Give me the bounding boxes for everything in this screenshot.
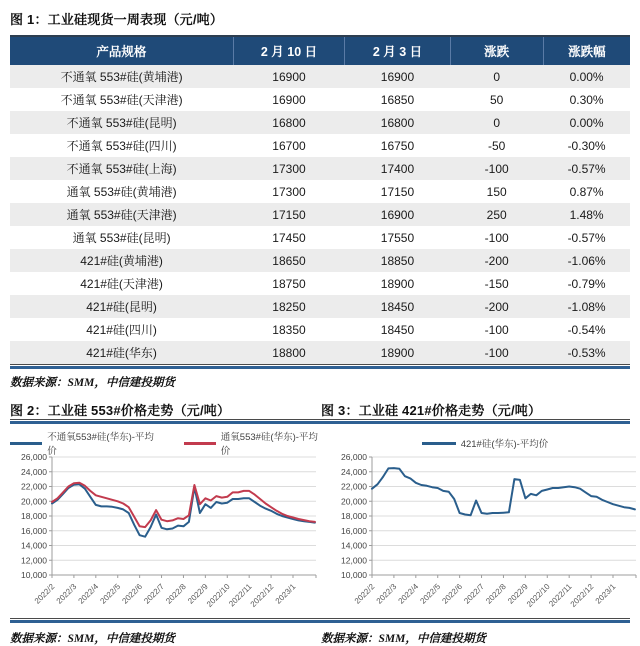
svg-text:2022/2: 2022/2 bbox=[32, 582, 57, 606]
svg-text:22,000: 22,000 bbox=[21, 481, 47, 492]
table-cell: 421#硅(四川) bbox=[86, 323, 157, 337]
table-cell: 18750 bbox=[272, 276, 306, 291]
table-cell: 421#硅(黄埔港) bbox=[80, 254, 163, 268]
col-product-spec: 产品规格 bbox=[10, 37, 233, 65]
legend-label: 不通氧553#硅(华东)-平均价 bbox=[47, 432, 154, 457]
svg-text:12,000: 12,000 bbox=[21, 555, 47, 566]
table-cell: 1.48% bbox=[569, 207, 604, 222]
table-cell: 0.87% bbox=[569, 184, 604, 199]
svg-text:20,000: 20,000 bbox=[341, 496, 367, 507]
svg-text:24,000: 24,000 bbox=[21, 466, 47, 477]
header-row bbox=[10, 37, 630, 65]
legend-line-swatch-blue bbox=[422, 442, 456, 445]
figure1-source: 数据来源：SMM，中信建投期货 bbox=[10, 377, 175, 389]
figure2-source: 数据来源：SMM，中信建投期货 bbox=[10, 633, 175, 645]
legend-label: 421#硅(华东)-平均价 bbox=[460, 439, 549, 450]
chart-553-panel bbox=[10, 427, 322, 618]
svg-text:2023/1: 2023/1 bbox=[593, 582, 618, 606]
price-trend-chart-421 bbox=[330, 452, 640, 618]
svg-text:2022/6: 2022/6 bbox=[120, 582, 145, 606]
table-cell: 250 bbox=[486, 207, 507, 222]
table-cell: 421#硅(昆明) bbox=[86, 300, 157, 314]
table-row bbox=[10, 341, 630, 364]
svg-text:22,000: 22,000 bbox=[341, 481, 367, 492]
svg-text:2022/3: 2022/3 bbox=[374, 582, 399, 606]
svg-text:2022/5: 2022/5 bbox=[98, 582, 123, 606]
svg-text:2022/2: 2022/2 bbox=[352, 582, 377, 606]
svg-text:14,000: 14,000 bbox=[21, 540, 47, 551]
legend-line-swatch-red bbox=[184, 442, 216, 445]
legend-line-swatch-blue bbox=[10, 442, 42, 445]
svg-text:2022/11: 2022/11 bbox=[227, 582, 254, 609]
table-cell: 16900 bbox=[380, 207, 415, 222]
table-cell: 16900 bbox=[272, 69, 306, 84]
table-cell: -1.06% bbox=[567, 253, 606, 268]
figure2-title: 图 2：工业硅 553#价格走势（元/吨） bbox=[10, 403, 231, 418]
table-cell: 不通氧 553#硅(上海) bbox=[66, 162, 177, 176]
svg-text:2022/8: 2022/8 bbox=[484, 582, 508, 606]
price-table bbox=[10, 37, 630, 364]
table-cell: 18350 bbox=[272, 322, 306, 337]
svg-text:2022/10: 2022/10 bbox=[524, 582, 552, 609]
table-cell: 17550 bbox=[380, 230, 415, 245]
col-date-feb10: 2 月 10 日 bbox=[233, 37, 345, 65]
svg-text:2022/7: 2022/7 bbox=[142, 582, 166, 606]
table-cell: -100 bbox=[484, 322, 509, 337]
table-cell: 17450 bbox=[272, 230, 306, 245]
price-table-header bbox=[10, 37, 630, 65]
figure3-source: 数据来源：SMM，中信建投期货 bbox=[321, 633, 486, 645]
svg-text:2022/4: 2022/4 bbox=[76, 582, 101, 606]
chart-titles-row bbox=[10, 400, 630, 419]
svg-text:20,000: 20,000 bbox=[21, 496, 47, 507]
svg-text:18,000: 18,000 bbox=[21, 511, 47, 521]
table-cell: -200 bbox=[484, 253, 509, 268]
price-table-wrap bbox=[10, 35, 630, 364]
table-cell: 50 bbox=[489, 92, 504, 107]
svg-text:2022/11: 2022/11 bbox=[547, 582, 574, 609]
table-cell: 不通氧 553#硅(昆明) bbox=[66, 116, 177, 130]
table-cell: 16900 bbox=[272, 92, 306, 107]
svg-text:10,000: 10,000 bbox=[21, 570, 47, 580]
table-row bbox=[10, 65, 630, 88]
table-cell: -200 bbox=[484, 299, 509, 314]
legend-item-421 bbox=[422, 436, 549, 450]
svg-text:26,000: 26,000 bbox=[341, 452, 367, 462]
svg-text:2022/9: 2022/9 bbox=[506, 582, 530, 606]
svg-text:16,000: 16,000 bbox=[21, 525, 47, 536]
chart-sources-row bbox=[10, 627, 630, 646]
svg-text:26,000: 26,000 bbox=[21, 452, 47, 462]
table-cell: 不通氧 553#硅(四川) bbox=[66, 139, 177, 153]
table-cell: 18450 bbox=[380, 299, 415, 314]
table-cell: 421#硅(天津港) bbox=[80, 277, 163, 291]
table-cell: -50 bbox=[488, 138, 506, 153]
price-table-body bbox=[10, 65, 630, 364]
table-row bbox=[10, 295, 630, 318]
table-cell: -100 bbox=[484, 161, 509, 176]
table-row bbox=[10, 88, 630, 111]
charts-row bbox=[10, 427, 630, 618]
table-row bbox=[10, 272, 630, 295]
svg-text:2023/1: 2023/1 bbox=[273, 582, 298, 606]
table-cell: -0.57% bbox=[567, 230, 606, 245]
table-cell: 17150 bbox=[272, 207, 306, 222]
table-cell: 16900 bbox=[380, 69, 415, 84]
col-change-pct: 涨跌幅 bbox=[543, 37, 630, 65]
table-row bbox=[10, 180, 630, 203]
table-cell: 17150 bbox=[380, 184, 415, 199]
table-cell: 18850 bbox=[380, 253, 415, 268]
table-cell: 18900 bbox=[380, 345, 415, 360]
table-cell: 0.00% bbox=[569, 115, 604, 130]
table-cell: -0.53% bbox=[567, 345, 606, 360]
svg-text:10,000: 10,000 bbox=[341, 570, 367, 580]
table-cell: 16800 bbox=[272, 115, 306, 130]
svg-text:2022/8: 2022/8 bbox=[164, 582, 188, 606]
svg-text:2022/9: 2022/9 bbox=[186, 582, 210, 606]
chart-421-panel bbox=[330, 427, 640, 618]
table-cell: -1.08% bbox=[567, 299, 606, 314]
table-cell: 通氧 553#硅(黄埔港) bbox=[66, 185, 177, 199]
table-cell: 18250 bbox=[272, 299, 306, 314]
table-cell: 18650 bbox=[272, 253, 306, 268]
table-row bbox=[10, 203, 630, 226]
legend-item-553-oxygenated bbox=[184, 429, 322, 457]
table-cell: 0 bbox=[493, 115, 501, 130]
svg-text:2022/4: 2022/4 bbox=[396, 582, 421, 606]
svg-text:12,000: 12,000 bbox=[341, 555, 367, 566]
col-change: 涨跌 bbox=[450, 37, 543, 65]
table-cell: -0.79% bbox=[567, 276, 606, 291]
table-cell: 不通氧 553#硅(天津港) bbox=[60, 93, 183, 107]
svg-text:2022/3: 2022/3 bbox=[54, 582, 79, 606]
table-cell: 0.30% bbox=[569, 92, 604, 107]
table-cell: 16800 bbox=[380, 115, 415, 130]
figure1-title: 图 1：工业硅现货一周表现（元/吨） bbox=[10, 12, 224, 27]
table-cell: 17300 bbox=[272, 184, 306, 199]
table-cell: 18450 bbox=[380, 322, 415, 337]
svg-text:2022/7: 2022/7 bbox=[462, 582, 486, 606]
table-cell: -0.54% bbox=[567, 322, 606, 337]
table-cell: 18800 bbox=[272, 345, 306, 360]
table-cell: -0.57% bbox=[567, 161, 606, 176]
table-cell: 不通氧 553#硅(黄埔港) bbox=[60, 70, 183, 84]
price-trend-chart-553 bbox=[10, 452, 322, 618]
table-cell: 150 bbox=[486, 184, 507, 199]
svg-text:16,000: 16,000 bbox=[341, 525, 367, 536]
table-bottom-rule bbox=[10, 364, 630, 370]
chart-titles-rule bbox=[10, 419, 630, 425]
svg-text:2022/12: 2022/12 bbox=[248, 582, 276, 609]
table-row bbox=[10, 157, 630, 180]
table-cell: -150 bbox=[484, 276, 509, 291]
table-cell: 0 bbox=[493, 69, 501, 84]
table-cell: 通氧 553#硅(天津港) bbox=[66, 208, 177, 222]
table-cell: 0.00% bbox=[569, 69, 604, 84]
svg-text:2022/10: 2022/10 bbox=[204, 582, 232, 609]
chart-421-legend bbox=[330, 436, 640, 450]
table-row bbox=[10, 318, 630, 341]
table-cell: 17300 bbox=[272, 161, 306, 176]
table-cell: -100 bbox=[484, 345, 509, 360]
col-date-feb3: 2 月 3 日 bbox=[345, 37, 450, 65]
table-cell: 17400 bbox=[380, 161, 415, 176]
table-cell: 通氧 553#硅(昆明) bbox=[72, 231, 171, 245]
table-cell: 18900 bbox=[380, 276, 415, 291]
legend-label: 通氧553#硅(华东)-平均价 bbox=[220, 432, 318, 457]
table-cell: 16750 bbox=[380, 138, 415, 153]
table-cell: -100 bbox=[484, 230, 509, 245]
charts-bottom-rule bbox=[10, 618, 630, 624]
svg-text:2022/5: 2022/5 bbox=[418, 582, 443, 606]
svg-text:24,000: 24,000 bbox=[341, 466, 367, 477]
svg-text:2022/6: 2022/6 bbox=[440, 582, 465, 606]
svg-text:18,000: 18,000 bbox=[341, 511, 367, 521]
svg-text:14,000: 14,000 bbox=[341, 540, 367, 551]
table-row bbox=[10, 134, 630, 157]
table-cell: 16700 bbox=[272, 138, 306, 153]
figure3-title: 图 3：工业硅 421#价格走势（元/吨） bbox=[321, 403, 542, 418]
table-cell: 16850 bbox=[380, 92, 415, 107]
table-cell: -0.30% bbox=[567, 138, 606, 153]
table-row bbox=[10, 111, 630, 134]
table-cell: 421#硅(华东) bbox=[86, 346, 157, 360]
svg-text:2022/12: 2022/12 bbox=[568, 582, 596, 609]
table-row bbox=[10, 249, 630, 272]
table-row bbox=[10, 226, 630, 249]
